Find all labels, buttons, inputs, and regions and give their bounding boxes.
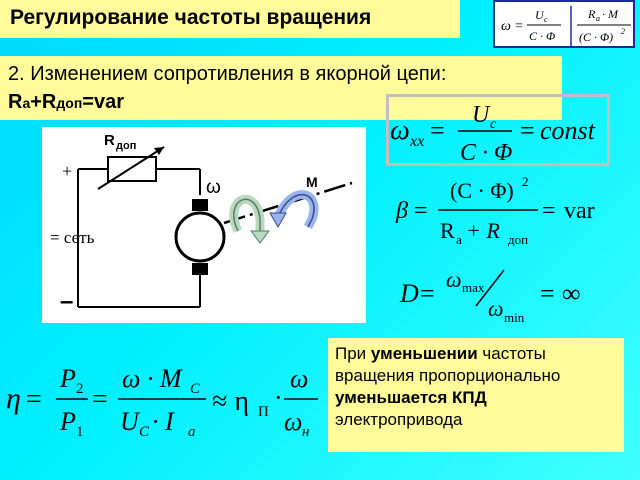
svg-text:·: · <box>274 383 283 412</box>
svg-text:P: P <box>60 364 76 393</box>
svg-text:xx: xx <box>410 133 425 150</box>
svg-text:=: = <box>430 116 445 145</box>
svg-text:a: a <box>596 14 600 23</box>
svg-text:=: = <box>92 384 108 415</box>
svg-text:=: = <box>414 198 428 224</box>
svg-text:П: П <box>258 404 269 420</box>
slide-title: Регулирование частоты вращения <box>10 6 372 29</box>
svg-text:=: = <box>520 116 535 145</box>
svg-text:R: R <box>440 218 455 243</box>
svg-text:2: 2 <box>621 27 625 36</box>
svg-text:C: C <box>190 381 201 397</box>
top-num2: R <box>588 7 596 21</box>
svg-text:=: = <box>542 198 556 224</box>
svg-text:2: 2 <box>76 381 84 397</box>
svg-text:ω: ω <box>488 296 504 321</box>
svg-text:ω: ω <box>284 407 303 436</box>
svg-text:· I: · I <box>152 407 174 436</box>
svg-text:ω · M: ω · M <box>122 364 182 393</box>
svg-text:н: н <box>302 424 310 440</box>
svg-text:max: max <box>462 280 485 295</box>
svg-text:c: c <box>490 117 497 132</box>
minus-label: – <box>60 288 74 315</box>
section-line2: Ra+Rдоп=var <box>8 91 124 113</box>
svg-text:var: var <box>564 198 595 224</box>
torque-label: M <box>306 174 318 190</box>
svg-text:P: P <box>60 407 76 436</box>
svg-text:=: = <box>420 279 435 308</box>
top-num1: U <box>535 8 544 22</box>
resistor-label: R <box>104 132 115 149</box>
svg-text:· M: · M <box>602 7 618 21</box>
formula-efficiency <box>6 364 318 440</box>
formula-omega-xx <box>390 102 596 166</box>
svg-text:η: η <box>6 382 21 415</box>
svg-text:a: a <box>188 424 196 440</box>
svg-text:C: C <box>139 424 150 440</box>
svg-text:D: D <box>400 279 419 308</box>
svg-text:β: β <box>396 198 408 224</box>
svg-text:2: 2 <box>522 174 529 189</box>
top-den1: C · Φ <box>529 29 556 43</box>
svg-text:+ R: + R <box>466 218 500 243</box>
svg-text:доп: доп <box>508 232 529 247</box>
plus-label: + <box>62 161 73 181</box>
formula-beta <box>395 174 595 247</box>
network-label: = сеть <box>50 228 95 247</box>
svg-text:ω: ω <box>446 267 462 292</box>
svg-text:C · Φ: C · Φ <box>460 140 513 166</box>
svg-text:=: = <box>26 384 42 415</box>
svg-text:const: const <box>540 116 595 145</box>
svg-text:U: U <box>472 102 490 128</box>
svg-text:=: = <box>540 279 555 308</box>
svg-text:ω: ω <box>290 364 309 393</box>
omega-label: ω <box>206 177 221 198</box>
svg-text:c: c <box>544 15 548 24</box>
svg-text:U: U <box>120 407 139 436</box>
top-den2: (C · Φ) <box>579 30 614 44</box>
formula-range <box>399 267 581 325</box>
section-line1: 2. Изменением сопротивления в якорной цепи: <box>8 63 447 85</box>
svg-text:∞: ∞ <box>562 279 581 308</box>
svg-text:доп: доп <box>116 140 137 152</box>
svg-text:=: = <box>515 19 523 34</box>
svg-text:1: 1 <box>76 424 84 440</box>
top-lhs: ω <box>501 19 511 34</box>
svg-text:ω: ω <box>390 115 410 146</box>
efficiency-note: При уменьшении частоты вращения пропорционально уменьшается КПД электропривода <box>328 338 624 452</box>
svg-text:≈ η: ≈ η <box>212 386 250 417</box>
svg-text:min: min <box>504 310 525 325</box>
svg-text:(C · Φ): (C · Φ) <box>450 178 514 203</box>
svg-text:a: a <box>456 232 462 247</box>
